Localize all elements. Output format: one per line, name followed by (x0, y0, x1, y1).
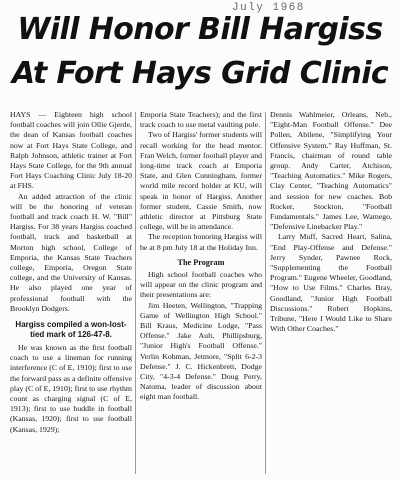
column-divider (265, 112, 266, 474)
article-column-2 (140, 110, 262, 478)
article-column-1 (10, 110, 132, 478)
paragraph: Emporia State Teachers); and the first track coach to use metal vaulting pole. (140, 110, 262, 130)
paragraph: An added attraction of the clinic will be the honoring of veteran football and track coach H. W. "Bill" Hargiss. For 38 years Hargiss coached football, track and basketball at Morton high school, College of Emporia, the Kansas State Teachers college, Emporia, Oregon State college, and the University of Kansas. He also played one year of professional football with the Brooklyn Dodgers. (10, 191, 132, 313)
program-listing: Larry Muff, Sacred Heart, Salina, "End Play-Offense and Defense." Jerry Synder, Pawnee Rock, "Supplementing the Football Program." Eugene Wheeler, Goodland, "How to Use Films." Charles Bray, Goodland, "Junior High Football Discussions." Robert Hopkins, Tribune, "Here I Would Like to Share With Other Coaches." (270, 232, 392, 334)
date-stamp: July 1968 (232, 2, 305, 14)
subhead-program: The Program (177, 257, 225, 267)
column-divider (135, 112, 136, 474)
program-listing: Jim Heeten, Wellington, "Trapping Game of Wellington High School." Bill Kraus, Medicine Lodge, "Pass Offense." Jake Ault, Phillipsburg, "Junior High's Football Offense." Verlin Kohman, Jetmore, "Split 6-2-3 Defense." J. C. Hickenbrett, Dodge City, "4-3-4 Defense." Doug Perry, Natoma, leader of discussion about eight man football. (140, 300, 262, 402)
paragraph: High school football coaches who will appear on the clinic program and their presentations are: (140, 270, 262, 300)
lead-paragraph: HAYS — Eighteen high school football coaches will join Ollie Gjerde, the dean of Kansas football coaches now at Fort Hays State College, and Ralph Johnson, athletic trainer at Fort Hays State College, for the 9th annual Fort Hays Coaching Clinic July 18-20 at FHS. (10, 110, 132, 191)
paragraph: Two of Hargiss' former students will recall working for the head mentor. Fran Welch, former football player and long-time track coach at Emporia State, and Glen Cunningham, former world mile record holder at KU, will speak in honor of Hargiss. Another former student, Cassie Smith, now athletic director at Pittsburg State college, will be in attendance. (140, 130, 262, 232)
headline-line-1: Will Honor Bill Hargiss (17, 12, 383, 47)
article-column-3 (270, 110, 392, 478)
subhead: Hargiss compiled a won-lost-tied mark of 126-47-8. (15, 320, 127, 340)
headline-line-2: At Fort Hays Grid Clinic (11, 56, 389, 91)
program-listing: Dennis Wahlmeier, Orleans, Neb., "Eight-Man Football Offense." Dee Pollen, Abilene, "Simplifying Your Offensive System." Ray Huffman, St. Francis, chairman of round table group. Andy Carter, Atchison, "Teaching Automatics." Mike Rogers, Clay Center, "Teaching Automatics" and session for new coaches. Bob Rocker, Stockton, "Football Fundamentals." James Lee, Wamego, "Defensive Linebacker Play." (270, 110, 392, 232)
paragraph: He was known as the first football coach to use a lineman for running interference (C of E, 1910); first to use the forward pass as a definite offensive play (C of E, 1910); first to use rhythm count as charging signal (C of E, 1913); first to use huddle in football (Kansas, 1920); first to use football (Kansas, 1929); (10, 343, 132, 434)
paragraph: The reception honoring Hargiss will be at 8 pm July 18 at the Holiday Inn. (140, 232, 262, 252)
